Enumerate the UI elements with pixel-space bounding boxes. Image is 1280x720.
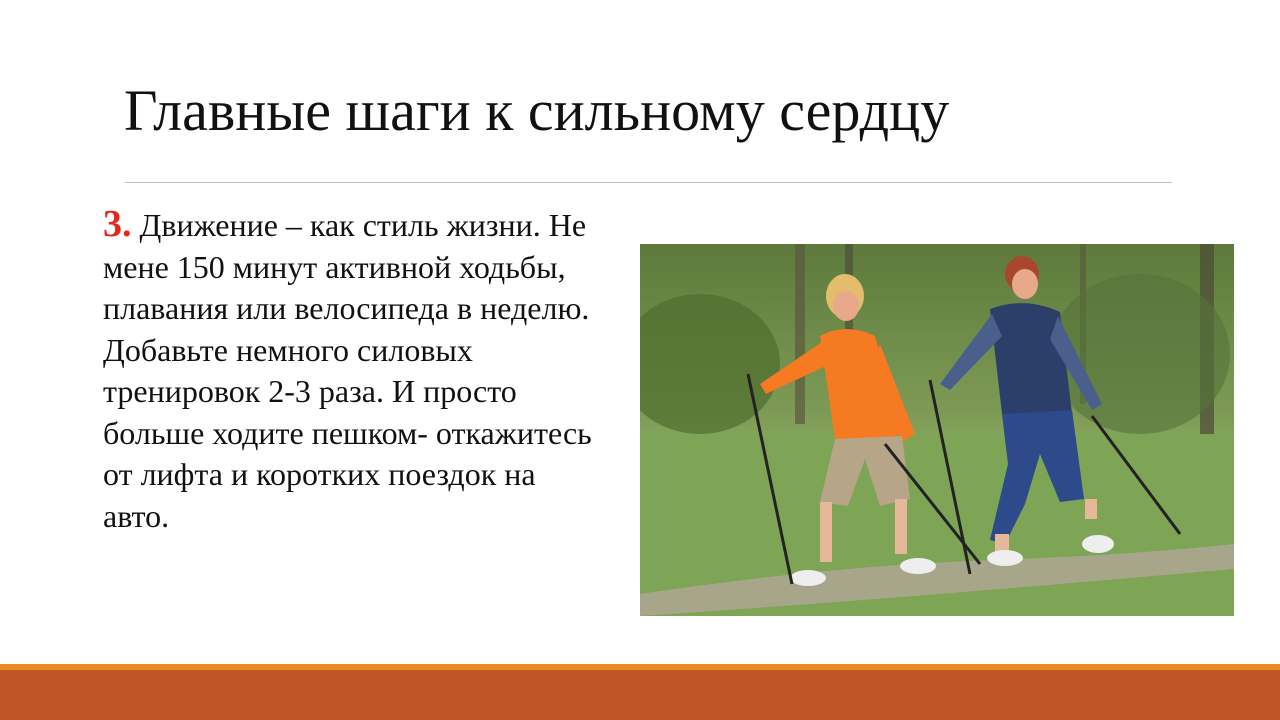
footer-bar <box>0 670 1280 720</box>
step-number: 3. <box>103 203 132 245</box>
body-paragraph <box>103 204 603 537</box>
title-divider <box>125 182 1172 183</box>
nordic-walking-photo <box>640 244 1234 616</box>
slide-title: Главные шаги к сильному сердцу <box>124 78 950 143</box>
body-text: Движение – как стиль жизни. Не мене 150 минут активной ходьбы, плавания или велосипеда в неделю. Добавьте немного силовых тренировок 2-3 раза. И просто больше ходите пешком- откажитесь от лифта и коротких поездок на авто. <box>103 207 592 534</box>
